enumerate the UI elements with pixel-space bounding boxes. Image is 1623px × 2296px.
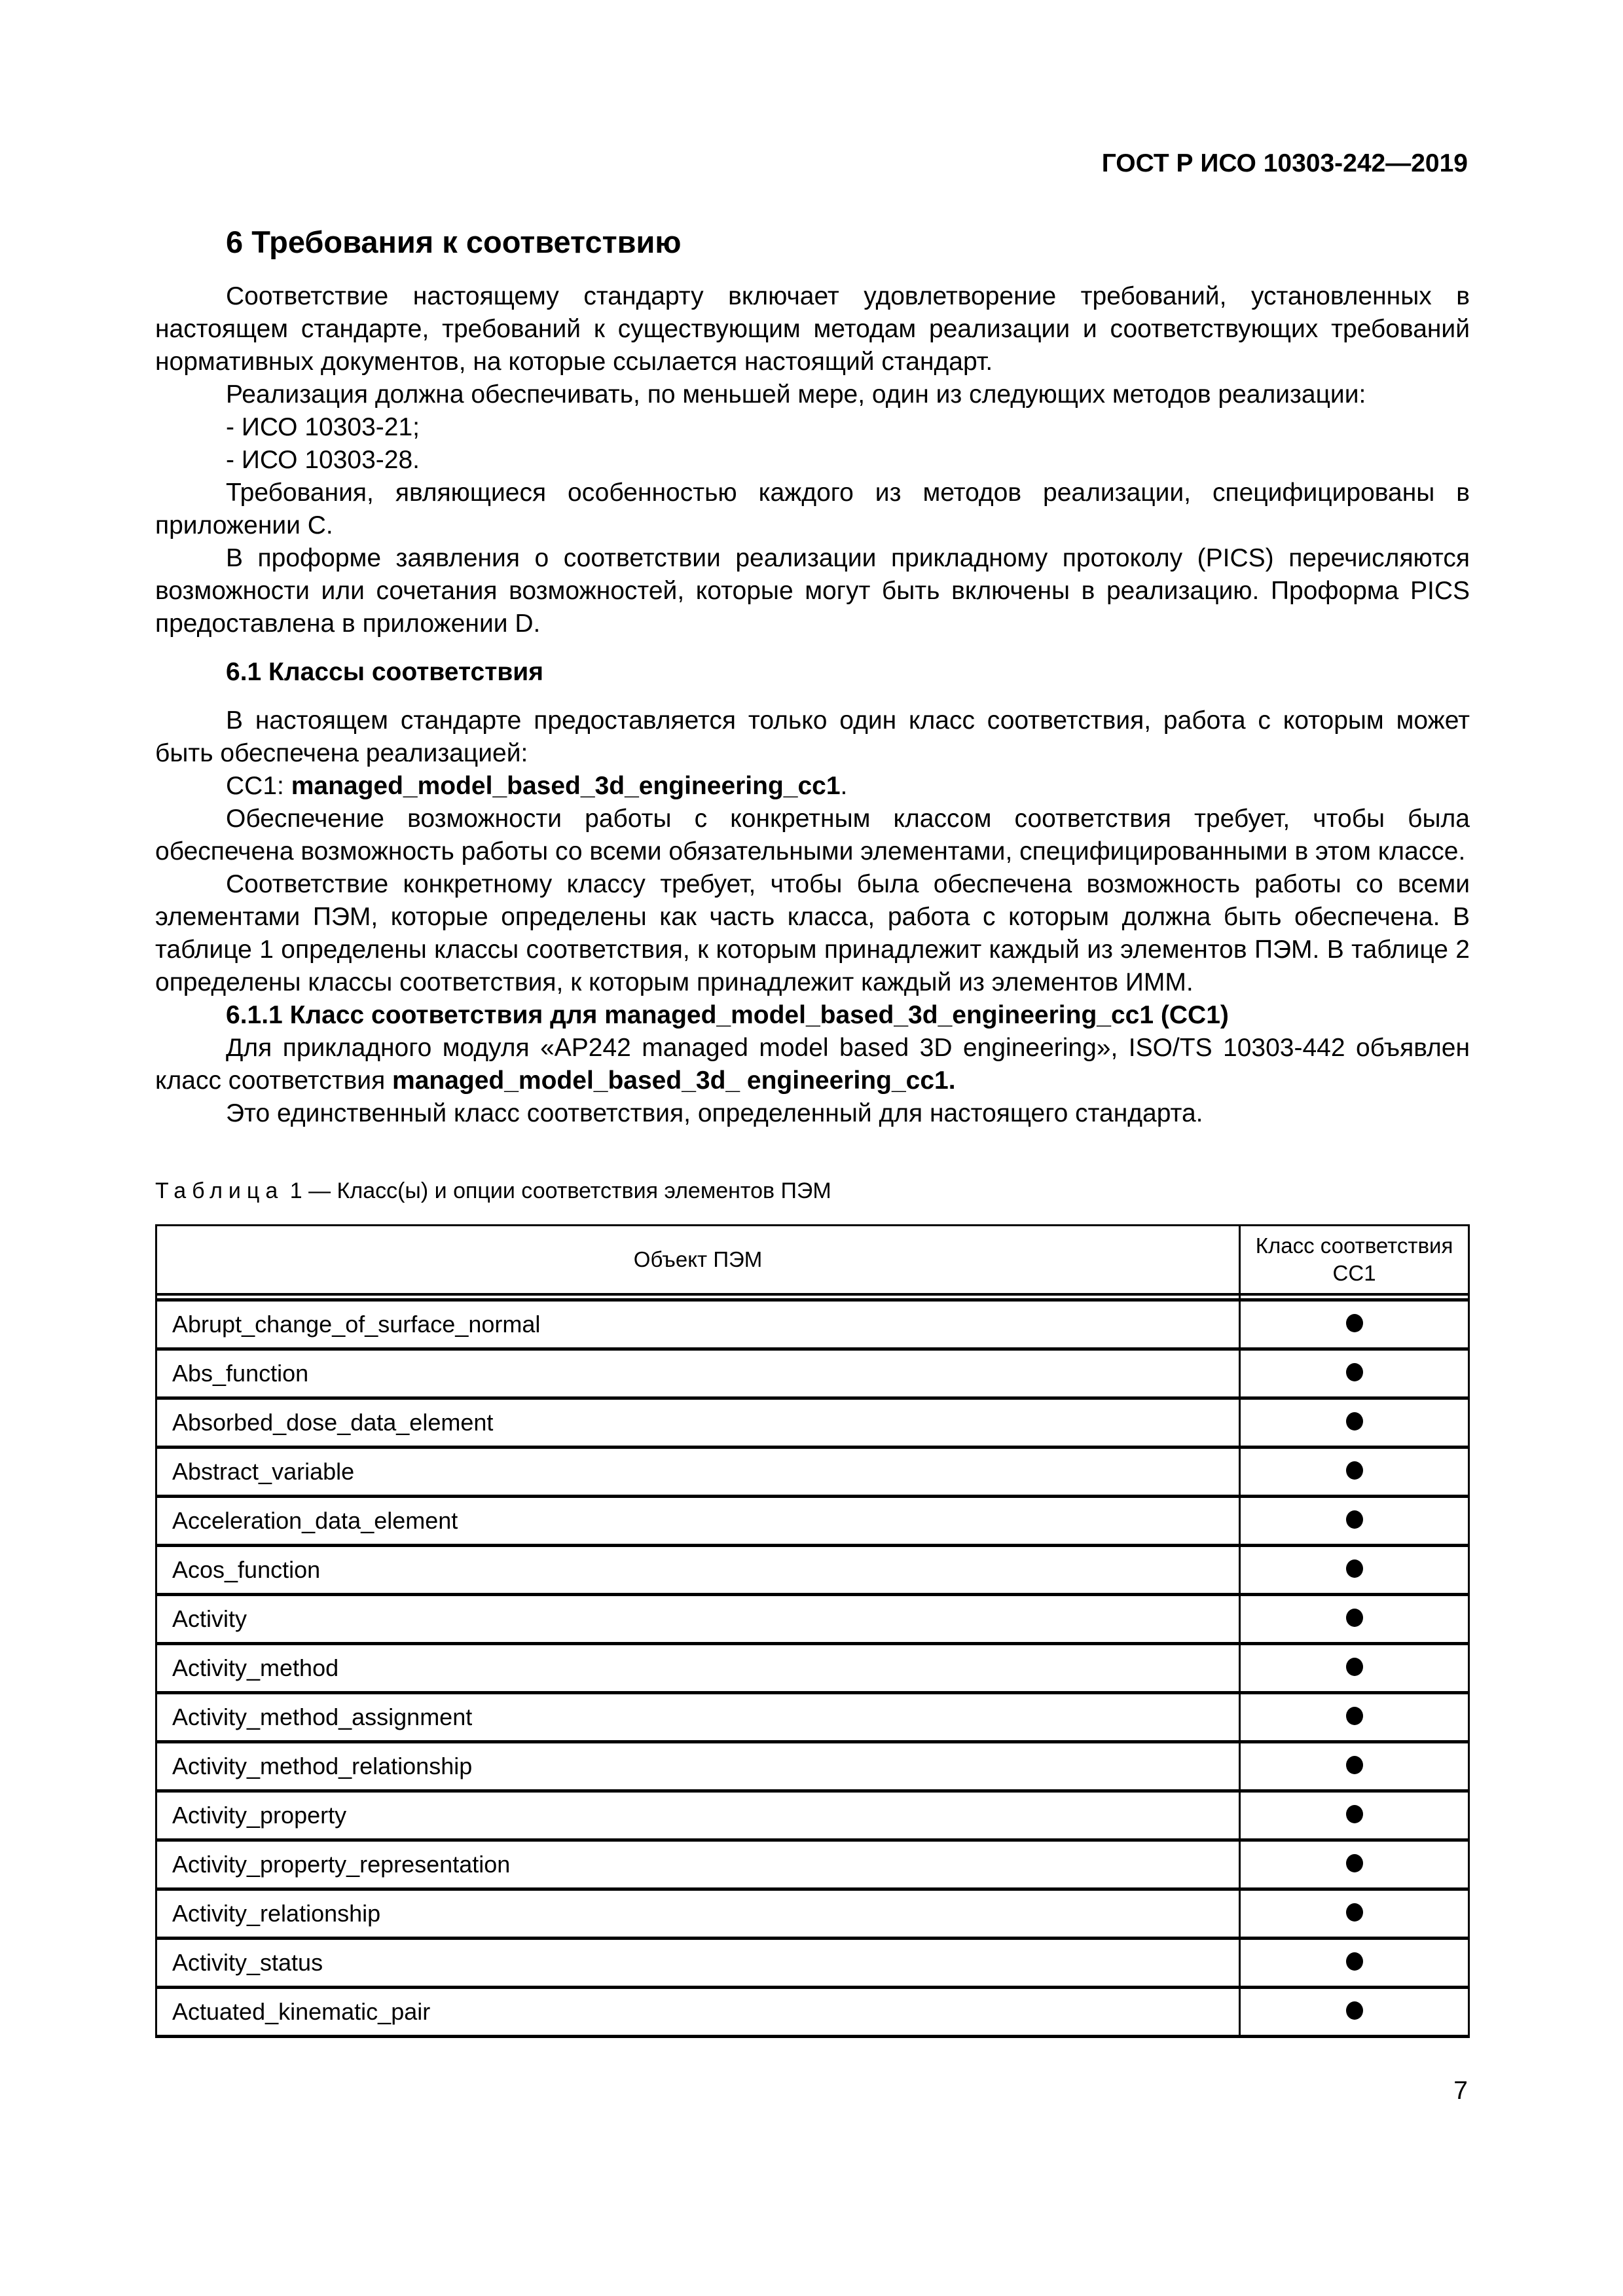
cc1-cell [1240, 1644, 1469, 1693]
filled-circle-icon [1346, 2001, 1363, 2020]
table-row [156, 1448, 1469, 1497]
cc1-cell [1240, 1889, 1469, 1939]
document-body [155, 223, 1470, 1130]
cc1-cell [1240, 1546, 1469, 1595]
cc1-cell [1240, 1693, 1469, 1742]
pem-object-name: Activity_status [156, 1939, 1240, 1988]
filled-circle-icon [1346, 1658, 1363, 1676]
filled-circle-icon [1346, 1314, 1363, 1332]
pem-object-name: Acceleration_data_element [156, 1497, 1240, 1546]
header-double-rule [156, 1294, 1469, 1300]
cc1-suffix: . [840, 772, 848, 800]
cc1-cell [1240, 1497, 1469, 1546]
cc1-prefix: СС1: [226, 772, 291, 800]
cc1-name: managed_model_based_3d_engineering_cc1 [291, 772, 841, 800]
table-row [156, 1349, 1469, 1398]
section-6-1-paragraph-3: Соответствие конкретному классу требует, чтобы была обеспечена возможность работы со всеми элементами ПЭМ, которые определены как часть класса, работа с которым должна быть обеспечена. В таблице 1 определены классы соответствия, к которым принадлежит каждый из элементов ПЭМ. В таблице 2 определены классы соответствия, к которым принадлежит каждый из элементов ИММ. [155, 870, 1470, 996]
cc1-cell [1240, 1349, 1469, 1398]
filled-circle-icon [1346, 1363, 1363, 1381]
cc1-cell [1240, 1300, 1469, 1349]
pem-object-name: Actuated_kinematic_pair [156, 1988, 1240, 2037]
cc1-cell [1240, 1939, 1469, 1988]
pem-object-name: Activity_method [156, 1644, 1240, 1693]
filled-circle-icon [1346, 1756, 1363, 1774]
table-row [156, 1742, 1469, 1791]
filled-circle-icon [1346, 1510, 1363, 1529]
filled-circle-icon [1346, 1412, 1363, 1430]
pem-object-name: Activity_property_representation [156, 1840, 1240, 1889]
pem-object-name: Abstract_variable [156, 1448, 1240, 1497]
cc1-cell [1240, 1448, 1469, 1497]
pem-object-name: Activity_method_relationship [156, 1742, 1240, 1791]
column-header-conformance-class [1240, 1226, 1469, 1295]
paragraph-text: Для прикладного модуля «AP242 managed model based 3D engineering», ISO/TS 10303-442 объявлен класс соответствия [155, 1034, 1470, 1095]
pem-object-name: Activity [156, 1595, 1240, 1644]
implementation-method-item: - ИСО 10303-28. [226, 446, 420, 474]
section-6-title: 6 Требования к соответствию [226, 225, 682, 259]
cc1-cell [1240, 1988, 1469, 2037]
column-header-line-2: СС1 [1332, 1261, 1376, 1285]
table-row [156, 1791, 1469, 1840]
table-row [156, 1595, 1469, 1644]
pem-object-name: Abrupt_change_of_surface_normal [156, 1300, 1240, 1349]
column-header-line-1: Класс соответствия [1255, 1233, 1453, 1258]
section-6-1-paragraph-1: В настоящем стандарте предоставляется только один класс соответствия, работа с которым может быть обеспечена реализацией: [155, 706, 1470, 767]
section-6-1-1-paragraph-2: Это единственный класс соответствия, определенный для настоящего стандарта. [226, 1099, 1203, 1127]
table-1 [155, 1224, 1470, 2038]
implementation-method-item: - ИСО 10303-21; [226, 413, 420, 441]
table-row [156, 1497, 1469, 1546]
section-6-paragraph-4: В проформе заявления о соответствии реализации прикладному протоколу (PICS) перечисляются возможности или сочетания возможностей, которые могут быть включены в реализацию. Проформа PICS предоставлена в приложении D. [155, 544, 1470, 638]
pem-object-name: Absorbed_dose_data_element [156, 1398, 1240, 1448]
table-header-row [156, 1226, 1469, 1295]
table-row [156, 1546, 1469, 1595]
table-row [156, 1840, 1469, 1889]
table-row [156, 1988, 1469, 2037]
cc1-definition [155, 770, 1470, 803]
table-caption-text: 1 — Класс(ы) и опции соответствия элементов ПЭМ [283, 1178, 831, 1203]
table-row [156, 1300, 1469, 1349]
document-code-header: ГОСТ Р ИСО 10303-242—2019 [1101, 149, 1468, 177]
cc1-cell [1240, 1791, 1469, 1840]
section-6-1-1-paragraph-1 [155, 1032, 1470, 1097]
filled-circle-icon [1346, 1707, 1363, 1725]
cc1-cell [1240, 1840, 1469, 1889]
filled-circle-icon [1346, 1903, 1363, 1922]
pem-object-name: Abs_function [156, 1349, 1240, 1398]
table-row [156, 1939, 1469, 1988]
table-row [156, 1398, 1469, 1448]
filled-circle-icon [1346, 1952, 1363, 1971]
table-1-caption [155, 1178, 831, 1204]
pem-object-name: Acos_function [156, 1546, 1240, 1595]
pem-object-name: Activity_relationship [156, 1889, 1240, 1939]
pem-object-name: Activity_property [156, 1791, 1240, 1840]
table-caption-label: Таблица [155, 1178, 284, 1203]
conformance-class-name: managed_model_based_3d_ engineering_cc1. [392, 1066, 956, 1095]
section-6-paragraph-2: Реализация должна обеспечивать, по меньшей мере, один из следующих методов реализации: [226, 380, 1366, 409]
table-row [156, 1693, 1469, 1742]
table-row [156, 1644, 1469, 1693]
filled-circle-icon [1346, 1609, 1363, 1627]
table-row [156, 1889, 1469, 1939]
pem-object-name: Activity_method_assignment [156, 1693, 1240, 1742]
section-6-1-1-title: 6.1.1 Класс соответствия для managed_model_based_3d_engineering_cc1 (СС1) [226, 1001, 1229, 1029]
section-6-paragraph-1: Соответствие настоящему стандарту включает удовлетворение требований, установленных в настоящем стандарте, требований к существующим методам реализации и соответствующих требований нормативных документов, на которые ссылается настоящий стандарт. [155, 282, 1470, 376]
page-number: 7 [1453, 2077, 1468, 2105]
filled-circle-icon [1346, 1854, 1363, 1872]
cc1-cell [1240, 1398, 1469, 1448]
filled-circle-icon [1346, 1559, 1363, 1578]
filled-circle-icon [1346, 1461, 1363, 1480]
section-6-1-paragraph-2: Обеспечение возможности работы с конкретным классом соответствия требует, чтобы была обеспечена возможность работы со всеми обязательными элементами, специфицированными в этом классе. [155, 805, 1470, 866]
section-6-paragraph-3: Требования, являющиеся особенностью каждого из методов реализации, специфицированы в приложении С. [155, 479, 1470, 539]
section-6-1-title: 6.1 Классы соответствия [226, 658, 544, 686]
filled-circle-icon [1346, 1805, 1363, 1823]
cc1-cell [1240, 1742, 1469, 1791]
column-header-object: Объект ПЭМ [156, 1226, 1240, 1295]
cc1-cell [1240, 1595, 1469, 1644]
